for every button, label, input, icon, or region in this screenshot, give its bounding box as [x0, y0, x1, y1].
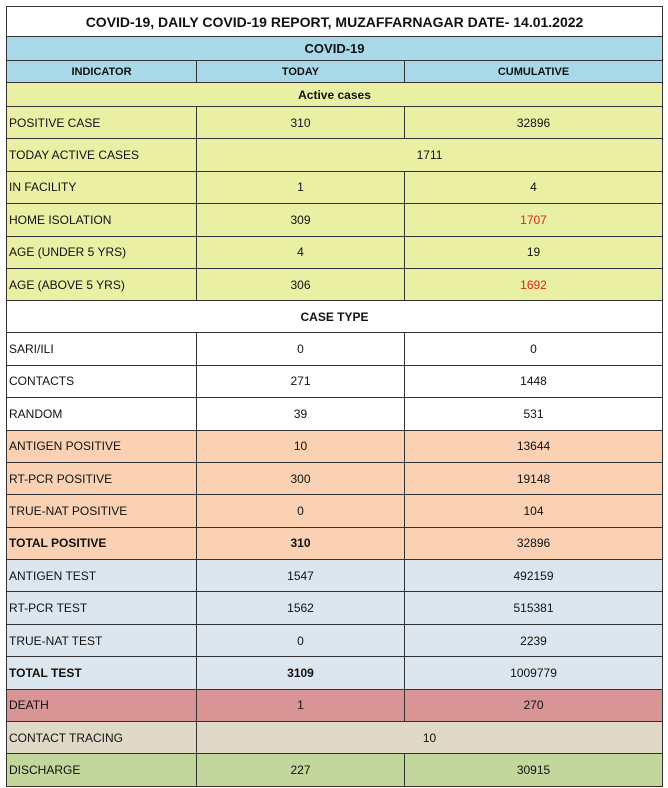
row-label: AGE (UNDER 5 YRS)	[7, 236, 197, 268]
row-label: AGE (ABOVE 5 YRS)	[7, 268, 197, 300]
column-header-row	[7, 61, 663, 83]
row-value: 1711	[197, 139, 663, 171]
row-label: CONTACTS	[7, 365, 197, 397]
row-cumulative: 30915	[405, 754, 663, 786]
header-today: TODAY	[197, 61, 405, 83]
header-indicator: INDICATOR	[7, 61, 197, 83]
row-today: 1	[197, 171, 405, 203]
row-cumulative: 2239	[405, 624, 663, 656]
row-today: 1562	[197, 592, 405, 624]
header-cumulative: CUMULATIVE	[405, 61, 663, 83]
table-row	[7, 592, 663, 624]
row-label: TODAY ACTIVE CASES	[7, 139, 197, 171]
row-label: TRUE-NAT TEST	[7, 624, 197, 656]
row-today: 1	[197, 689, 405, 721]
row-today: 10	[197, 430, 405, 462]
table-row	[7, 495, 663, 527]
row-cumulative: 104	[405, 495, 663, 527]
covid-report-table	[6, 6, 663, 787]
table-row	[7, 204, 663, 236]
row-label: DISCHARGE	[7, 754, 197, 786]
section-case-type	[7, 301, 663, 333]
row-today: 3109	[197, 657, 405, 689]
section-active-cases	[7, 83, 663, 107]
table-row	[7, 236, 663, 268]
row-label: TOTAL POSITIVE	[7, 527, 197, 559]
row-label: TRUE-NAT POSITIVE	[7, 495, 197, 527]
row-label: CONTACT TRACING	[7, 722, 197, 754]
row-label: RT-PCR POSITIVE	[7, 462, 197, 494]
row-label: ANTIGEN TEST	[7, 560, 197, 592]
report-container	[6, 6, 662, 788]
row-label: DEATH	[7, 689, 197, 721]
row-label: HOME ISOLATION	[7, 204, 197, 236]
row-label: SARI/ILI	[7, 333, 197, 365]
row-label: RANDOM	[7, 398, 197, 430]
report-title: COVID-19, DAILY COVID-19 REPORT, MUZAFFARNAGAR DATE- 14.01.2022	[7, 7, 663, 37]
table-row	[7, 754, 663, 786]
row-cumulative: 0	[405, 333, 663, 365]
row-today: 310	[197, 527, 405, 559]
row-label: IN FACILITY	[7, 171, 197, 203]
section-label: CASE TYPE	[7, 301, 663, 333]
row-today: 227	[197, 754, 405, 786]
subtitle-row	[7, 37, 663, 61]
table-row	[7, 268, 663, 300]
row-cumulative: 32896	[405, 107, 663, 139]
row-today: 271	[197, 365, 405, 397]
row-label: POSITIVE CASE	[7, 107, 197, 139]
table-row	[7, 657, 663, 689]
row-cumulative: 531	[405, 398, 663, 430]
row-label: RT-PCR TEST	[7, 592, 197, 624]
row-cumulative: 19	[405, 236, 663, 268]
row-cumulative: 19148	[405, 462, 663, 494]
row-label: ANTIGEN POSITIVE	[7, 430, 197, 462]
table-row	[7, 624, 663, 656]
row-cumulative: 515381	[405, 592, 663, 624]
row-today: 310	[197, 107, 405, 139]
row-cumulative: 1707	[405, 204, 663, 236]
table-row	[7, 365, 663, 397]
row-today: 0	[197, 624, 405, 656]
row-cumulative: 270	[405, 689, 663, 721]
table-row	[7, 107, 663, 139]
row-today: 0	[197, 333, 405, 365]
row-label: TOTAL TEST	[7, 657, 197, 689]
row-cumulative: 1448	[405, 365, 663, 397]
row-today: 309	[197, 204, 405, 236]
title-row	[7, 7, 663, 37]
table-row	[7, 398, 663, 430]
row-value: 10	[197, 722, 663, 754]
row-today: 39	[197, 398, 405, 430]
table-row	[7, 333, 663, 365]
table-row	[7, 560, 663, 592]
table-row	[7, 689, 663, 721]
row-today: 4	[197, 236, 405, 268]
report-subtitle: COVID-19	[7, 37, 663, 61]
row-cumulative: 4	[405, 171, 663, 203]
table-row	[7, 527, 663, 559]
row-today: 1547	[197, 560, 405, 592]
row-cumulative: 1009779	[405, 657, 663, 689]
section-label: Active cases	[7, 83, 663, 107]
row-today: 306	[197, 268, 405, 300]
row-today: 0	[197, 495, 405, 527]
table-row	[7, 430, 663, 462]
row-cumulative: 1692	[405, 268, 663, 300]
row-today: 300	[197, 462, 405, 494]
row-cumulative: 13644	[405, 430, 663, 462]
row-cumulative: 492159	[405, 560, 663, 592]
table-row	[7, 171, 663, 203]
table-row	[7, 722, 663, 754]
row-cumulative: 32896	[405, 527, 663, 559]
table-row	[7, 462, 663, 494]
table-row	[7, 139, 663, 171]
